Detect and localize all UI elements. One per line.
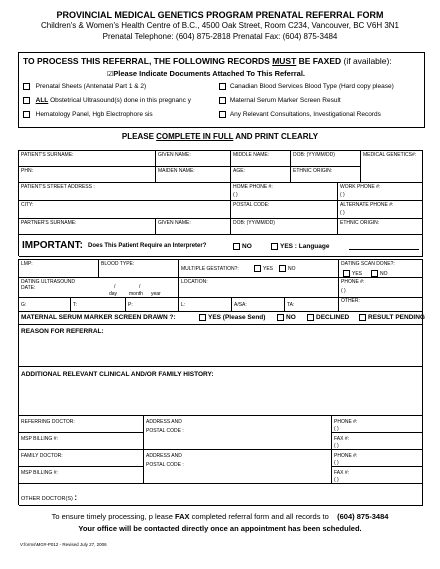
reason-field[interactable]: REASON FOR REFERRAL:	[19, 325, 423, 367]
location-field[interactable]: LOCATION:	[179, 278, 339, 298]
checkbox-icon[interactable]	[219, 97, 226, 104]
checkbox-icon[interactable]	[343, 270, 350, 277]
living-field[interactable]: L:	[179, 298, 232, 312]
checkbox-icon[interactable]	[371, 270, 378, 277]
multiple-yes-option[interactable]: YES	[254, 265, 273, 272]
interpreter-yes-option[interactable]: YES : Language	[271, 243, 329, 250]
revision-note: V:forms\MG#-P012 - Revised July 27, 2006	[20, 542, 107, 547]
checkbox-icon[interactable]	[254, 265, 261, 272]
street-address-field[interactable]: PATIENT'S STREET ADDRESS :	[19, 183, 231, 201]
doc-checkbox-ultrasound[interactable]: ALL Obstetrical Ultrasound(s) done in this pregnanc y	[23, 97, 191, 104]
notice-heading: TO PROCESS THIS REFERRAL, THE FOLLOWING RECORDS MUST BE FAXED (if available):	[23, 56, 392, 66]
multiple-no-option[interactable]: NO	[279, 265, 296, 272]
blood-type-field[interactable]: BLOOD TYPE:	[99, 260, 179, 278]
form-title: PROVINCIAL MEDICAL GENETICS PROGRAM PRENATAL REFERRAL FORM	[56, 10, 384, 20]
history-section	[18, 366, 423, 415]
family-phone-field[interactable]: PHONE #: ( )	[332, 450, 423, 467]
alternate-phone-field[interactable]: ALTERNATE PHONE #: ( )	[338, 201, 423, 219]
checkbox-icon[interactable]	[279, 265, 286, 272]
checkbox-icon[interactable]	[277, 314, 284, 321]
maternal-pending-option[interactable]: RESULT PENDING	[359, 314, 425, 321]
doc-checkbox-consultations[interactable]: Any Relevant Consultations, Investigational Records	[219, 111, 381, 118]
family-address-field[interactable]: ADDRESS AND POSTAL CODE :	[144, 450, 332, 484]
maternal-serum-row	[18, 311, 423, 324]
checkbox-icon[interactable]	[23, 97, 30, 104]
family-doctor-field[interactable]: FAMILY DOCTOR:	[19, 450, 144, 467]
partner-given-name-field[interactable]: GIVEN NAME:	[156, 219, 231, 235]
multiple-gestation-field[interactable]: MULTIPLE GESTATION?: YES NO	[179, 260, 339, 278]
gravida-field[interactable]: G:	[19, 298, 71, 312]
referring-phone-field[interactable]: PHONE #: ( )	[332, 416, 423, 433]
footer-instruction: To ensure timely processing, p lease FAX completed referral form and all records to (604) 875-3484	[51, 512, 389, 521]
checkbox-icon[interactable]	[359, 314, 366, 321]
doc-checkbox-prenatal[interactable]: Prenatal Sheets (Antenatal Part 1 & 2)	[23, 83, 146, 90]
interpreter-no-option[interactable]: NO	[233, 243, 252, 250]
phn-field[interactable]: PHN:	[19, 167, 156, 183]
partner-ethnic-origin-field[interactable]: ETHNIC ORIGIN:	[338, 219, 423, 235]
checkbox-icon[interactable]	[271, 243, 278, 250]
important-label: IMPORTANT:	[22, 240, 83, 251]
dating-scan-field[interactable]: DATING SCAN DONE?: YES NO	[339, 260, 423, 278]
family-msp-field[interactable]: MSP BILLING #:	[19, 467, 144, 484]
checkbox-icon[interactable]	[23, 83, 30, 90]
interpreter-question: Does This Patient Require an Interpreter?	[88, 243, 207, 249]
checkbox-icon[interactable]	[233, 243, 240, 250]
maternal-serum-label: MATERNAL SERUM MARKER SCREEN DRAWN ?:	[21, 314, 176, 321]
checkbox-icon[interactable]	[219, 83, 226, 90]
history-field[interactable]: ADDITIONAL RELEVANT CLINICAL AND/OR FAMILY HISTORY:	[19, 367, 423, 416]
doc-checkbox-blood-type[interactable]: Canadian Blood Services Blood Type (Hard copy please)	[219, 83, 394, 90]
family-fax-field[interactable]: FAX #: ( )	[332, 467, 423, 484]
maternal-declined-option[interactable]: DECLINED	[307, 314, 349, 321]
doc-checkbox-serum[interactable]: Maternal Serum Marker Screen Result	[219, 97, 341, 104]
lmp-field[interactable]: LMP:	[19, 260, 99, 278]
other-field[interactable]: OTHER:	[339, 298, 423, 312]
patient-surname-field[interactable]: PATIENT'S SURNAME:	[19, 151, 156, 167]
given-name-field[interactable]: GIVEN NAME:	[156, 151, 231, 167]
partner-surname-field[interactable]: PARTNER'S SURNAME:	[19, 219, 156, 235]
dating-ultrasound-field[interactable]: DATING ULTRASOUND DATE: / / day month year	[19, 278, 179, 298]
contact-phones: Prenatal Telephone: (604) 875-2818 Prenatal Fax: (604) 875-3484	[102, 32, 338, 41]
notice-subheading: ☑Please Indicate Documents Attached To This Referral.	[107, 69, 305, 78]
ta-field[interactable]: TA:	[285, 298, 339, 312]
checkbox-icon[interactable]	[23, 111, 30, 118]
centre-address: Children's & Women's Health Centre of B.C., 4500 Oak Street, Room C234, Vancouver, BC V6H 3N1	[40, 21, 400, 30]
patient-info-grid	[18, 150, 423, 234]
home-phone-field[interactable]: HOME PHONE #: ( )	[231, 183, 338, 201]
maiden-name-field[interactable]: MAIDEN NAME:	[156, 167, 231, 183]
dob-field[interactable]: DOB: (YY/MM/DD)	[291, 151, 361, 167]
records-notice-box	[18, 52, 425, 128]
work-phone-field[interactable]: WORK PHONE #: ( )	[338, 183, 423, 201]
abortion-field[interactable]: A/SA:	[232, 298, 285, 312]
pregnancy-grid	[18, 259, 423, 311]
please-complete-heading: PLEASE COMPLETE IN FULL AND PRINT CLEARLY	[121, 132, 319, 141]
other-doctors-field[interactable]: OTHER DOCTOR(S) :	[19, 484, 423, 506]
referring-msp-field[interactable]: MSP BILLING #:	[19, 433, 144, 450]
maternal-no-option[interactable]: NO	[277, 314, 296, 321]
doc-checkbox-hematology[interactable]: Hematology Panel, Hgb Electrophore sis	[23, 111, 153, 118]
interpreter-row	[18, 234, 423, 256]
age-field[interactable]: AGE:	[231, 167, 291, 183]
ethnic-origin-field[interactable]: ETHNIC ORIGIN:	[291, 167, 361, 183]
maternal-yes-option[interactable]: YES (Please Send)	[199, 314, 265, 321]
checkbox-icon[interactable]	[199, 314, 206, 321]
language-input[interactable]	[349, 249, 419, 250]
footer-contact-note: Your office will be contacted directly once an appointment has been scheduled.	[78, 524, 362, 533]
doctors-grid	[18, 415, 423, 505]
dating-scan-yes-option[interactable]: YES	[343, 270, 362, 277]
medical-genetics-field[interactable]: MEDICAL GENETICS#:	[361, 151, 423, 183]
referring-doctor-field[interactable]: REFERRING DOCTOR:	[19, 416, 144, 433]
location-phone-field[interactable]: PHONE #: ( )	[339, 278, 423, 298]
preterm-field[interactable]: P:	[126, 298, 179, 312]
checkbox-icon[interactable]	[219, 111, 226, 118]
dating-scan-no-option[interactable]: NO	[371, 270, 388, 277]
reason-section	[18, 324, 423, 366]
city-field[interactable]: CITY:	[19, 201, 231, 219]
referring-fax-field[interactable]: FAX #: ( )	[332, 433, 423, 450]
checkbox-icon[interactable]	[307, 314, 314, 321]
term-field[interactable]: T:	[71, 298, 126, 312]
middle-name-field[interactable]: MIDDLE NAME:	[231, 151, 291, 167]
partner-dob-field[interactable]: DOB: (YY/MM/DD)	[231, 219, 338, 235]
referring-address-field[interactable]: ADDRESS AND POSTAL CODE :	[144, 416, 332, 450]
postal-code-field[interactable]: POSTAL CODE:	[231, 201, 338, 219]
